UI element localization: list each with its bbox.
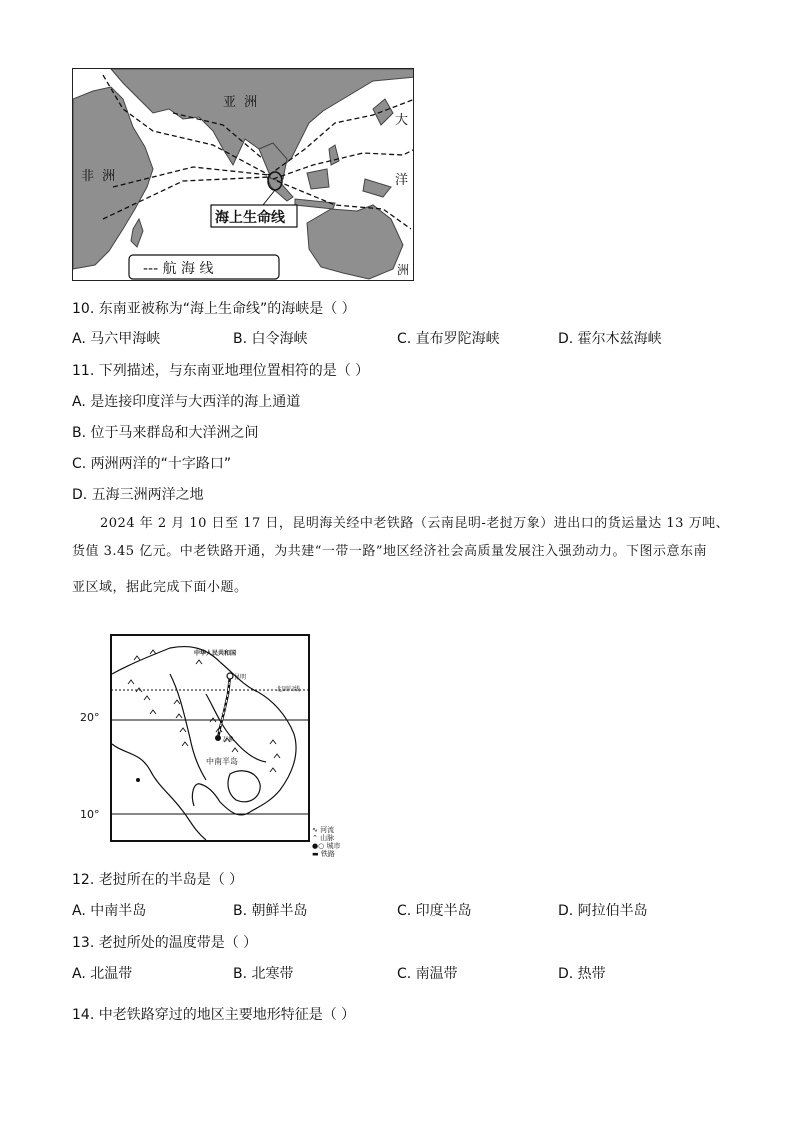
q11-option-d[interactable]: D. 五海三洲两洋之地 <box>72 487 204 503</box>
tropic-label: 北回归线 <box>276 686 301 693</box>
q13-option-b[interactable]: B. 北寒带 <box>233 966 294 982</box>
legend-rail-label: 铁路 <box>320 850 335 858</box>
africa-label: 非 洲 <box>81 169 118 184</box>
sea-route-map <box>72 68 414 281</box>
q10-option-b[interactable]: B. 白令海峡 <box>233 331 308 347</box>
ocean-label-zhou: 洲 <box>397 263 410 277</box>
map2-legend <box>312 826 340 858</box>
southeast-asia-map <box>110 634 310 846</box>
city-icon: ●○ <box>312 842 327 850</box>
vientiane-label: 万象 <box>222 736 235 743</box>
ocean-label-da: 大 <box>395 113 409 128</box>
legend-mountain-label: 山脉 <box>320 834 335 842</box>
q12-option-d[interactable]: D. 阿拉伯半岛 <box>558 903 648 919</box>
q10-option-c[interactable]: C. 直布罗陀海峡 <box>397 331 500 347</box>
strait-callout-label: 海上生命线 <box>215 210 285 226</box>
passage-line-1: 2024 年 2 月 10 日至 17 日，昆明海关经中老铁路（云南昆明-老挝万象）进出口的货运量达 13 万吨、 <box>100 516 730 531</box>
question-13-stem: 13. 老挝所处的温度带是（ ） <box>72 935 258 951</box>
q13-option-c[interactable]: C. 南温带 <box>397 966 458 982</box>
passage-line-3: 亚区域，据此完成下面小题。 <box>72 580 248 595</box>
question-12-stem: 12. 老挝所在的半岛是（ ） <box>72 872 244 888</box>
lat-10-label: 10° <box>80 808 100 821</box>
china-label: 中华人民共和国 <box>194 650 237 657</box>
kunming-label: 昆明 <box>234 674 247 681</box>
q12-option-a[interactable]: A. 中南半岛 <box>72 903 147 919</box>
lat-20-label: 20° <box>80 711 100 724</box>
q13-option-a[interactable]: A. 北温带 <box>72 966 133 982</box>
mountain-icon: ⌃ <box>312 834 321 842</box>
question-11-stem: 11. 下列描述，与东南亚地理位置相符的是（ ） <box>72 363 370 379</box>
q10-option-a[interactable]: A. 马六甲海峡 <box>72 331 161 347</box>
indochina-label: 中南半岛 <box>206 757 238 766</box>
q12-option-b[interactable]: B. 朝鲜半岛 <box>233 903 308 919</box>
q11-option-b[interactable]: B. 位于马来群岛和大洋洲之间 <box>72 425 259 441</box>
asia-label: 亚 洲 <box>223 95 260 110</box>
passage-line-2: 货值 3.45 亿元。中老铁路开通，为共建“一带一路”地区经济社会高质量发展注入强劲动力。下图示意东南 <box>72 544 708 559</box>
q13-option-d[interactable]: D. 热带 <box>558 966 606 982</box>
question-14-stem: 14. 中老铁路穿过的地区主要地形特征是（ ） <box>72 1007 356 1023</box>
river-icon: ∿ <box>312 826 321 834</box>
southeast-asia-map-drawing <box>110 634 310 846</box>
q10-option-d[interactable]: D. 霍尔木兹海峡 <box>558 331 662 347</box>
legend-city-label: 城市 <box>326 842 341 850</box>
legend-sea-route: --- 航 海 线 <box>143 261 214 277</box>
legend-river-label: 河流 <box>320 826 335 834</box>
reading-passage <box>72 510 730 602</box>
question-10-stem: 10. 东南亚被称为“海上生命线”的海峡是（ ） <box>72 301 356 317</box>
railway-icon: ▬ <box>312 850 321 858</box>
q11-option-c[interactable]: C. 两洲两洋的“十字路口” <box>72 456 232 472</box>
ocean-label-yang: 洋 <box>395 173 409 188</box>
q12-option-c[interactable]: C. 印度半岛 <box>397 903 472 919</box>
q11-option-a[interactable]: A. 是连接印度洋与大西洋的海上通道 <box>72 394 301 410</box>
